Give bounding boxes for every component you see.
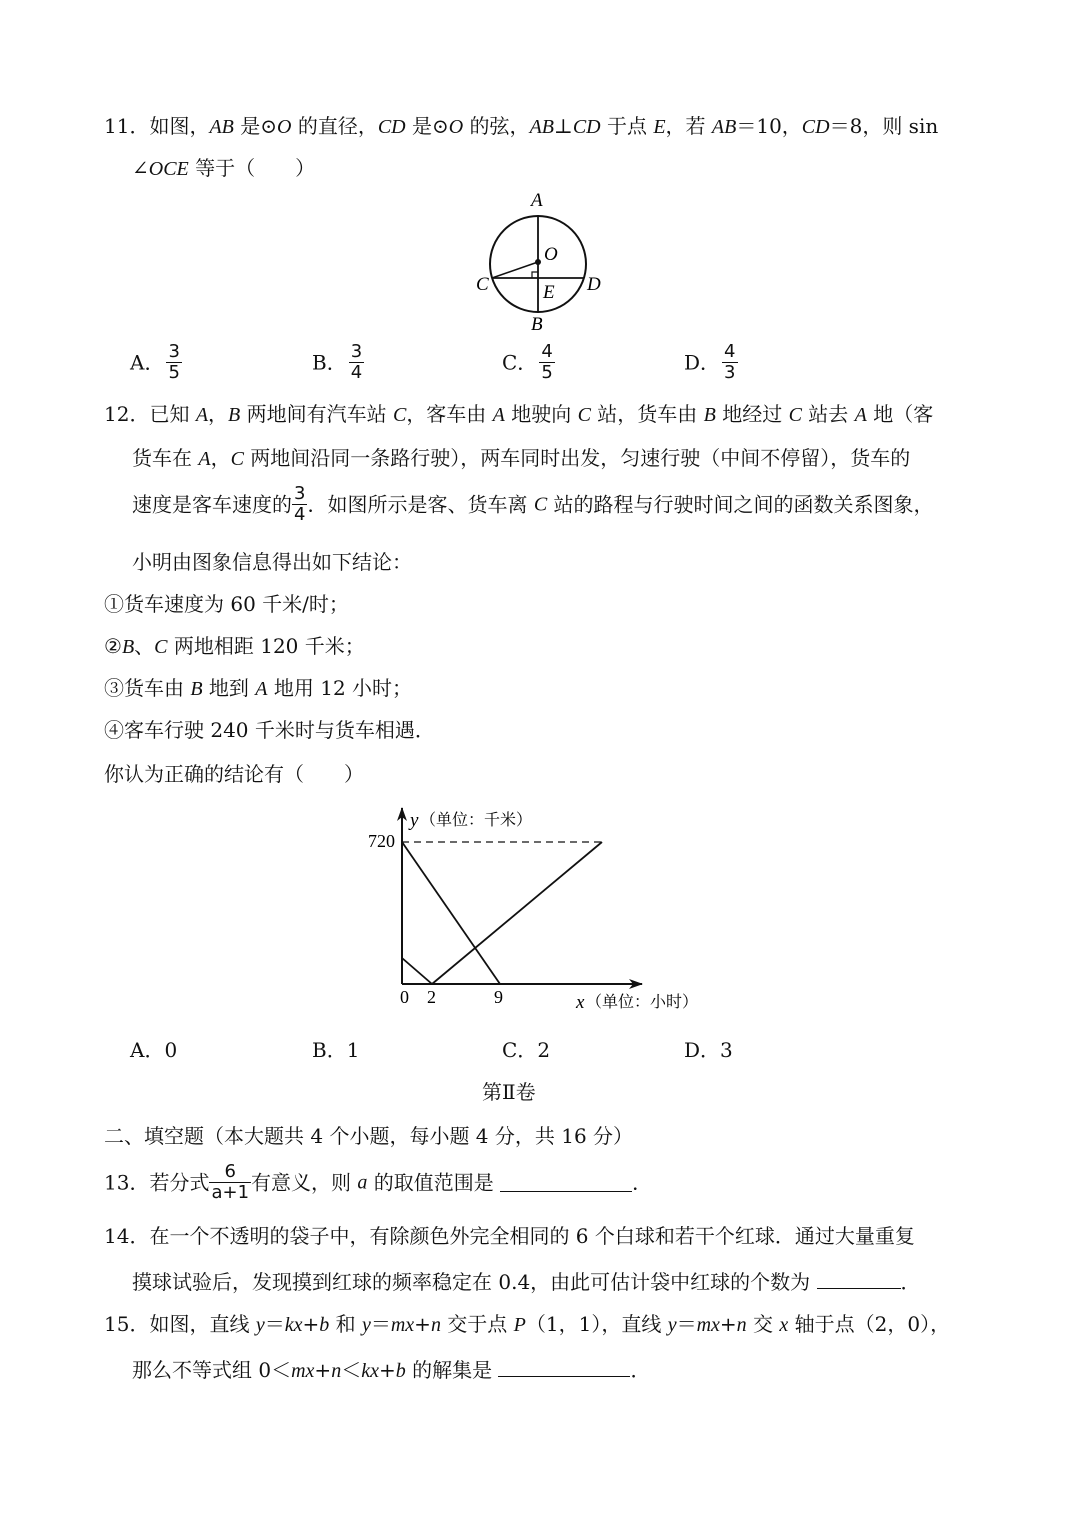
truck-line-after-c	[432, 842, 602, 984]
section-two-heading: 二、填空题（本大题共 4 个小题，每小题 4 分，共 16 分）	[104, 1124, 634, 1148]
q14-line2: 摸球试验后，发现摸到红球的频率稳定在 0.4，由此可估计袋中红球的个数为 ．	[132, 1270, 921, 1294]
q11-number: 11．	[104, 114, 150, 138]
q13-line: 13．若分式 $\frac{6}{a+1}$ 有意义，则 a 的取值范围是 ．	[104, 1161, 653, 1203]
q11-option-a: A． $\frac{3}{5}$	[130, 341, 180, 383]
q12-option-d: D．3	[684, 1038, 733, 1062]
fraction: $\frac{6}{a+1}$	[211, 1161, 250, 1203]
truck-line-before-c	[402, 958, 432, 984]
q12-line1: 12．已知 A，B 两地间有汽车站 C，客车由 A 地驶向 C 站，货车由 B 地经过 C 站去 A 地（客	[104, 402, 934, 426]
q12-function-graph	[360, 800, 740, 1020]
q11-option-c: C． $\frac{4}{5}$	[502, 341, 553, 383]
label-d: D	[587, 274, 601, 295]
y-axis-unit: （单位：千米）	[420, 812, 533, 829]
center-point-o	[535, 259, 541, 265]
label-e: E	[543, 282, 555, 303]
q12-option-b: B．1	[312, 1038, 360, 1062]
label-c: C	[476, 274, 489, 295]
fraction: $\frac{4}{3}$	[724, 341, 736, 383]
q14-line1: 14．在一个不透明的袋子中，有除颜色外完全相同的 6 个白球和若干个红球．通过大量重复	[104, 1224, 915, 1248]
y-axis-variable: y	[410, 810, 419, 831]
q15-line2: 那么不等式组 0＜mx+n＜kx+b 的解集是 ．	[132, 1358, 651, 1382]
q15-answer-blank[interactable]	[498, 1358, 630, 1377]
q12-line4: 小明由图象信息得出如下结论：	[132, 550, 412, 574]
q12-conclusion-2: ②B、C 两地相距 120 千米；	[104, 634, 365, 658]
q15-line1: 15．如图，直线 y＝kx+b 和 y＝mx+n 交于点 P（1，1），直线 y＝mx+n 交 x 轴于点（2，0），	[104, 1312, 951, 1336]
x-tick-9: 9	[494, 987, 503, 1007]
y-tick-720: 720	[368, 831, 395, 851]
fraction: $\frac{3}{5}$	[168, 341, 180, 383]
q13-answer-blank[interactable]	[500, 1173, 632, 1192]
x-tick-2: 2	[427, 987, 436, 1007]
q12-line3: 速度是客车速度的 $\frac{3}{4}$ ．如图所示是客、货车离 C 站的路程与行驶时间之间的函数关系图象，	[132, 483, 934, 525]
q11-circle-figure	[460, 186, 620, 336]
label-o: O	[544, 244, 558, 265]
q12-question: 你认为正确的结论有（ ）	[104, 762, 364, 786]
q12-conclusion-4: ④客车行驶 240 千米时与货车相遇．	[104, 718, 435, 742]
q12-option-c: C．2	[502, 1038, 551, 1062]
q11-option-b: B． $\frac{3}{4}$	[312, 341, 363, 383]
q14-number: 14．	[104, 1224, 150, 1248]
segment-oc	[492, 262, 538, 278]
q12-conclusion-1: ①货车速度为 60 千米/时；	[104, 592, 349, 616]
x-tick-0: 0	[400, 987, 409, 1007]
q12-line2: 货车在 A，C 两地间沿同一条路行驶），两车同时出发，匀速行驶（中间不停留），货车的	[132, 446, 911, 470]
q11-line2: ∠OCE 等于（ ）	[132, 156, 316, 180]
q12-number: 12．	[104, 402, 150, 426]
q11-line1: 11．如图，AB 是⊙O 的直径，CD 是⊙O 的弦，AB⊥CD 于点 E，若 AB＝10，CD＝8，则 sin	[104, 114, 939, 138]
part-two-title: 第Ⅱ卷	[482, 1080, 536, 1104]
label-b: B	[531, 314, 543, 335]
fraction: $\frac{3}{4}$	[294, 483, 306, 525]
q14-answer-blank[interactable]	[817, 1270, 901, 1289]
fraction: $\frac{3}{4}$	[350, 341, 363, 383]
q15-number: 15．	[104, 1312, 150, 1336]
q13-number: 13．	[104, 1170, 150, 1195]
q12-conclusion-3: ③货车由 B 地到 A 地用 12 小时；	[104, 676, 413, 700]
q12-option-a: A．0	[130, 1038, 178, 1062]
bus-line	[402, 842, 500, 984]
fraction: $\frac{4}{5}$	[541, 341, 553, 383]
label-a: A	[531, 190, 543, 211]
q11-option-d: D． $\frac{4}{3}$	[684, 341, 736, 383]
x-axis-variable: x	[576, 992, 585, 1013]
x-axis-unit: （单位：小时）	[586, 994, 699, 1011]
